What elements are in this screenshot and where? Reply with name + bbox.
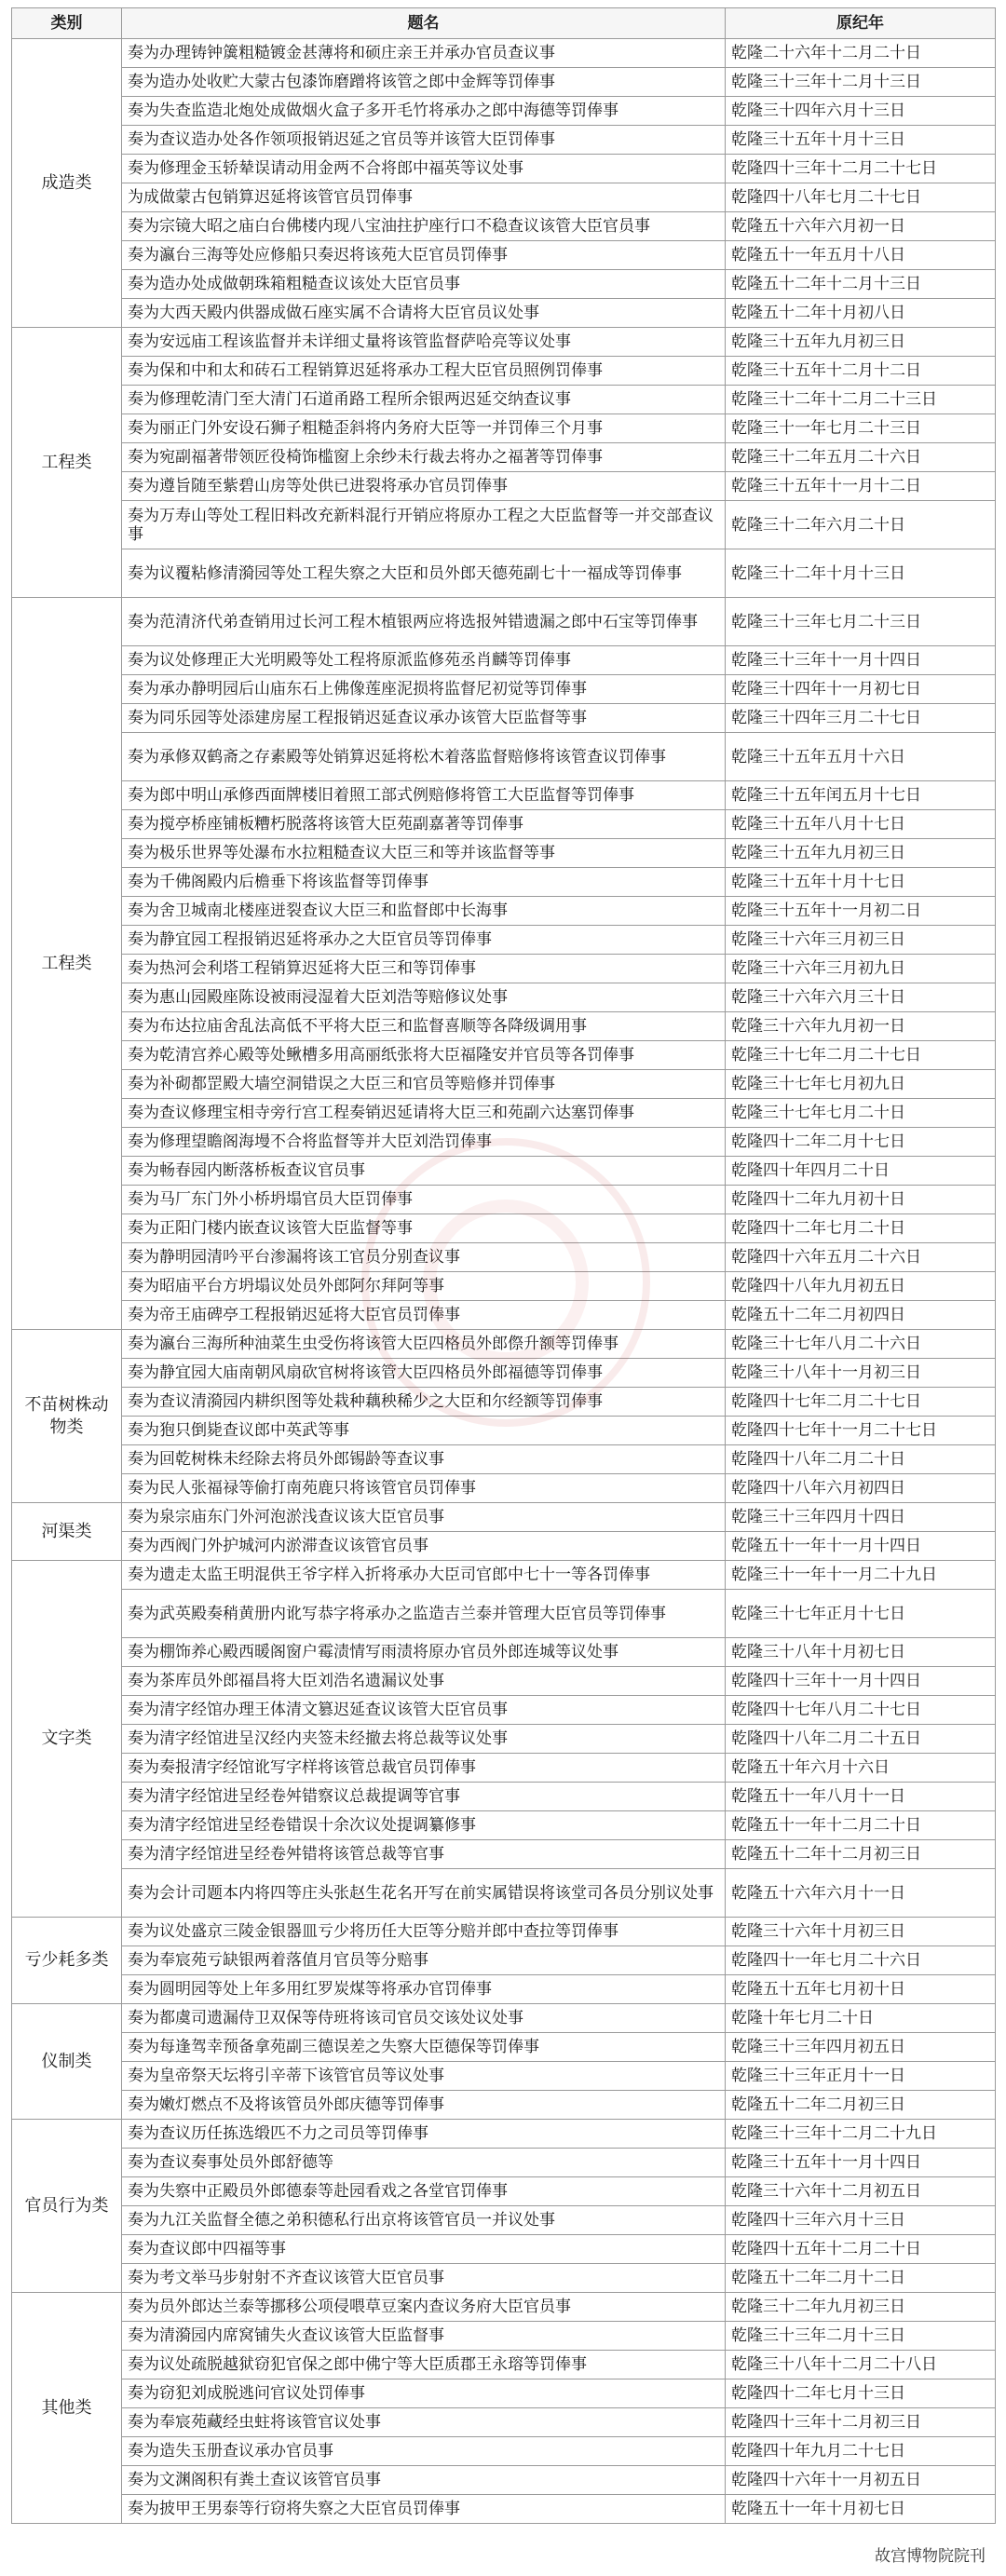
title-cell: 奏为保和中和太和砖石工程销算迟延将承办工程大臣官员照例罚俸事	[122, 357, 726, 386]
title-cell: 奏为舍卫城南北楼座迸裂查议大臣三和监督郎中长海事	[122, 897, 726, 926]
date-cell: 乾隆三十五年十一月初二日	[726, 897, 996, 926]
date-cell: 乾隆四十七年二月二十七日	[726, 1388, 996, 1417]
date-cell: 乾隆五十二年二月十二日	[726, 2264, 996, 2293]
date-cell: 乾隆五十二年二月初三日	[726, 2091, 996, 2120]
title-cell: 奏为茶库员外郎福昌将大臣刘浩名遗漏议处事	[122, 1667, 726, 1696]
date-cell: 乾隆三十六年十月初三日	[726, 1918, 996, 1946]
date-cell: 乾隆四十八年二月二十日	[726, 1445, 996, 1474]
title-cell: 奏为清字经馆进呈经卷舛错察议总裁提调等官事	[122, 1783, 726, 1811]
table-row	[12, 241, 996, 270]
title-cell: 奏为造办处成做朝珠箱粗糙查议该处大臣官员事	[122, 270, 726, 299]
title-cell: 奏为正阳门楼内嵌查议该管大臣监督等事	[122, 1214, 726, 1243]
date-cell: 乾隆三十五年八月十七日	[726, 810, 996, 839]
category-cell: 成造类	[12, 39, 122, 328]
table-row	[12, 1590, 996, 1638]
table-row	[12, 1638, 996, 1667]
table-header-row	[12, 8, 996, 39]
table-row	[12, 97, 996, 126]
date-cell: 乾隆三十三年十一月十四日	[726, 646, 996, 675]
title-cell: 奏为修理金玉轿辇误请动用金两不合将郎中福英等议处事	[122, 155, 726, 183]
header-title: 题名	[122, 8, 726, 39]
date-cell: 乾隆四十七年八月二十七日	[726, 1696, 996, 1725]
title-cell: 奏为皇帝祭天坛将引辛蒂下该管官员等议处事	[122, 2062, 726, 2091]
title-cell: 奏为披甲王男泰等行窃将失察之大臣官员罚俸事	[122, 2495, 726, 2524]
title-cell: 奏为马厂东门外小桥坍塌官员大臣罚俸事	[122, 1186, 726, 1214]
date-cell: 乾隆四十二年七月十三日	[726, 2379, 996, 2408]
date-cell: 乾隆三十四年三月二十七日	[726, 704, 996, 733]
title-cell: 奏为都虞司遗漏侍卫双保等侍班将该司官员交该处议处事	[122, 2004, 726, 2033]
title-cell: 奏为九江关监督全德之弟积德私行出京将该管官员一并议处事	[122, 2206, 726, 2235]
table-row	[12, 2062, 996, 2091]
date-cell: 乾隆五十六年六月初一日	[726, 212, 996, 241]
table-row	[12, 704, 996, 733]
table-row	[12, 1445, 996, 1474]
date-cell: 乾隆三十三年四月十四日	[726, 1503, 996, 1532]
date-cell: 乾隆五十二年十二月十三日	[726, 270, 996, 299]
title-cell: 奏为清字经馆进呈汉经内夹签未经撤去将总裁等议处事	[122, 1725, 726, 1754]
title-cell: 奏为失察中正殿员外郎德泰等赴园看戏之各堂官罚俸事	[122, 2177, 726, 2206]
table-row	[12, 1186, 996, 1214]
table-row	[12, 733, 996, 781]
title-cell: 奏为补砌都罡殿大墙空洞错误之大臣三和官员等赔修并罚俸事	[122, 1070, 726, 1099]
title-cell: 奏为布达拉庙舍乱法高低不平将大臣三和监督喜顺等各降级调用事	[122, 1012, 726, 1041]
category-cell: 河渠类	[12, 1503, 122, 1561]
date-cell: 乾隆四十六年十一月初五日	[726, 2466, 996, 2495]
date-cell: 乾隆三十三年正月十一日	[726, 2062, 996, 2091]
date-cell: 乾隆四十八年七月二十七日	[726, 183, 996, 212]
title-cell: 奏为搅亭桥座铺板糟朽脱落将该管大臣苑副嘉著等罚俸事	[122, 810, 726, 839]
title-cell: 奏为大西天殿内供器成做石座实属不合请将大臣官员议处事	[122, 299, 726, 328]
title-cell: 奏为静宜园工程报销迟延将承办之大臣官员等罚俸事	[122, 926, 726, 955]
date-cell: 乾隆四十二年九月初十日	[726, 1186, 996, 1214]
date-cell: 乾隆三十八年十月初七日	[726, 1638, 996, 1667]
table-row	[12, 1725, 996, 1754]
date-cell: 乾隆三十三年四月初五日	[726, 2033, 996, 2062]
date-cell: 乾隆十年七月二十日	[726, 2004, 996, 2033]
table-row	[12, 1561, 996, 1590]
title-cell: 奏为清字经馆进呈经卷舛错将该管总裁等官事	[122, 1840, 726, 1869]
date-cell: 乾隆四十年四月二十日	[726, 1157, 996, 1186]
table-row	[12, 1811, 996, 1840]
table-row	[12, 472, 996, 501]
title-cell: 奏为查议造办处各作领项报销迟延之官员等并该管大臣罚俸事	[122, 126, 726, 155]
title-cell: 奏为圆明园等处上年多用红罗炭煤等将承办官罚俸事	[122, 1975, 726, 2004]
title-cell: 奏为员外郎达兰泰等挪移公项侵喂草豆案内查议务府大臣官员事	[122, 2293, 726, 2322]
table-row	[12, 2033, 996, 2062]
table-row	[12, 1754, 996, 1783]
date-cell: 乾隆三十七年八月二十六日	[726, 1330, 996, 1359]
date-cell: 乾隆三十二年九月初三日	[726, 2293, 996, 2322]
date-cell: 乾隆三十三年七月二十三日	[726, 598, 996, 646]
category-cell: 其他类	[12, 2293, 122, 2524]
date-cell: 乾隆五十一年八月十一日	[726, 1783, 996, 1811]
date-cell: 乾隆五十六年六月十一日	[726, 1869, 996, 1918]
date-cell: 乾隆四十二年七月二十日	[726, 1214, 996, 1243]
date-cell: 乾隆三十三年十二月十三日	[726, 68, 996, 97]
title-cell: 奏为奉宸苑藏经虫蛀将该管官议处事	[122, 2408, 726, 2437]
date-cell: 乾隆四十六年五月二十六日	[726, 1243, 996, 1272]
table-row	[12, 2004, 996, 2033]
date-cell: 乾隆三十二年六月二十日	[726, 501, 996, 549]
table-row	[12, 1099, 996, 1128]
date-cell: 乾隆三十六年六月三十日	[726, 983, 996, 1012]
table-row	[12, 926, 996, 955]
date-cell: 乾隆五十一年十二月二十日	[726, 1811, 996, 1840]
table-row	[12, 1503, 996, 1532]
table-row	[12, 2408, 996, 2437]
title-cell: 奏为清漪园内席窝铺失火查议该管大臣监督事	[122, 2322, 726, 2351]
date-cell: 乾隆四十八年六月初四日	[726, 1474, 996, 1503]
date-cell: 乾隆三十七年七月初九日	[726, 1070, 996, 1099]
header-category: 类别	[12, 8, 122, 39]
title-cell: 奏为奉宸苑亏缺银两着落值月官员等分赔事	[122, 1946, 726, 1975]
title-cell: 奏为极乐世界等处瀑布水拉粗糙查议大臣三和等并该监督等事	[122, 839, 726, 868]
title-cell: 奏为议处修理正大光明殿等处工程将原派监修苑丞肖麟等罚俸事	[122, 646, 726, 675]
table-row	[12, 501, 996, 549]
table-row	[12, 868, 996, 897]
date-cell: 乾隆四十一年七月二十六日	[726, 1946, 996, 1975]
table-row	[12, 781, 996, 810]
table-row	[12, 1696, 996, 1725]
title-cell: 奏为议处疏脱越狱窃犯官保之郎中佛宁等大臣质郡王永瑢等罚俸事	[122, 2351, 726, 2379]
title-cell: 奏为惠山园殿座陈设被雨浸湿着大臣刘浩等赔修议处事	[122, 983, 726, 1012]
table-row	[12, 897, 996, 926]
date-cell: 乾隆五十年六月十六日	[726, 1754, 996, 1783]
records-table	[11, 7, 996, 2524]
table-row	[12, 414, 996, 443]
title-cell: 奏为丽正门外安设石狮子粗糙歪斜将内务府大臣等一并罚俸三个月事	[122, 414, 726, 443]
table-row	[12, 2466, 996, 2495]
date-cell: 乾隆五十二年二月初四日	[726, 1301, 996, 1330]
date-cell: 乾隆三十六年十二月初五日	[726, 2177, 996, 2206]
title-cell: 奏为宛副福著带领匠役椅饰槛窗上余纱未行裁去将办之福著等罚俸事	[122, 443, 726, 472]
table-row	[12, 68, 996, 97]
table-row	[12, 1330, 996, 1359]
title-cell: 奏为造失玉册查议承办官员事	[122, 2437, 726, 2466]
table-row	[12, 646, 996, 675]
title-cell: 奏为民人张福禄等偷打南苑鹿只将该管官员罚俸事	[122, 1474, 726, 1503]
title-cell: 奏为千佛阁殿内后檐垂下将该监督等罚俸事	[122, 868, 726, 897]
table-row	[12, 1243, 996, 1272]
date-cell: 乾隆三十七年七月二十日	[726, 1099, 996, 1128]
category-cell: 亏少耗多类	[12, 1918, 122, 2004]
table-row	[12, 299, 996, 328]
title-cell: 奏为西阀门外护城河内淤滞查议该管官员事	[122, 1532, 726, 1561]
table-row	[12, 1946, 996, 1975]
title-cell: 奏为承办静明园后山庙东石上佛像莲座泥损将监督尼初觉等罚俸事	[122, 675, 726, 704]
title-cell: 奏为棚饰养心殿西暖阁窗户霉渍情写雨渍将原办官员外郎连城等议处事	[122, 1638, 726, 1667]
title-cell: 奏为查议清漪园内耕织图等处栽种藕秧稀少之大臣和尔经额等罚俸事	[122, 1388, 726, 1417]
table-row	[12, 2120, 996, 2149]
title-cell: 奏为回乾树株未经除去将员外郎锡龄等查议事	[122, 1445, 726, 1474]
table-row	[12, 1041, 996, 1070]
table-row	[12, 955, 996, 983]
table-row	[12, 549, 996, 598]
date-cell: 乾隆三十五年五月十六日	[726, 733, 996, 781]
date-cell: 乾隆四十三年六月十三日	[726, 2206, 996, 2235]
date-cell: 乾隆三十五年九月初三日	[726, 839, 996, 868]
table-row	[12, 2091, 996, 2120]
title-cell: 奏为窃犯刘成脱逃问官议处罚俸事	[122, 2379, 726, 2408]
table-row	[12, 1869, 996, 1918]
date-cell: 乾隆三十一年七月二十三日	[726, 414, 996, 443]
title-cell: 奏为万寿山等处工程旧料改充新料混行开销应将原办工程之大臣监督等一并交部查议事	[122, 501, 726, 549]
date-cell: 乾隆五十一年十一月十四日	[726, 1532, 996, 1561]
title-cell: 奏为造办处收贮大蒙古包漆饰磨蹭将该管之郎中金辉等罚俸事	[122, 68, 726, 97]
date-cell: 乾隆三十七年正月十七日	[726, 1590, 996, 1638]
title-cell: 奏为狍只倒毙查议郎中英武等事	[122, 1417, 726, 1445]
date-cell: 乾隆四十五年十二月二十日	[726, 2235, 996, 2264]
title-cell: 奏为静明园清吟平台渗漏将该工官员分别查议事	[122, 1243, 726, 1272]
table-row	[12, 1214, 996, 1243]
title-cell: 奏为瀛台三海等处应修船只奏迟将该苑大臣官员罚俸事	[122, 241, 726, 270]
title-cell: 奏为热河会利塔工程销算迟延将大臣三和等罚俸事	[122, 955, 726, 983]
title-cell: 奏为办理铸钟簴粗糙镀金甚薄将和硕庄亲王并承办官员查议事	[122, 39, 726, 68]
table-row	[12, 357, 996, 386]
table-row	[12, 1532, 996, 1561]
title-cell: 奏为查议郎中四福等事	[122, 2235, 726, 2264]
table-row	[12, 183, 996, 212]
table-body	[12, 39, 996, 2524]
table-row	[12, 675, 996, 704]
title-cell: 奏为议处盛京三陵金银器皿亏少将历任大臣等分赔并郎中查拉等罚俸事	[122, 1918, 726, 1946]
table-row	[12, 1157, 996, 1186]
title-cell: 奏为查议奏事处员外郎舒德等	[122, 2149, 726, 2177]
table-row	[12, 270, 996, 299]
title-cell: 奏为清字经馆进呈经卷错误十余次议处提调纂修事	[122, 1811, 726, 1840]
date-cell: 乾隆二十六年十二月二十日	[726, 39, 996, 68]
date-cell: 乾隆五十五年七月初十日	[726, 1975, 996, 2004]
category-cell: 工程类	[12, 328, 122, 598]
date-cell: 乾隆三十五年十一月十二日	[726, 472, 996, 501]
table-row	[12, 39, 996, 68]
date-cell: 乾隆四十二年二月十七日	[726, 1128, 996, 1157]
title-cell: 奏为瀛台三海所种油菜生虫受伤将该管大臣四格员外郎傺升额等罚俸事	[122, 1330, 726, 1359]
table-row	[12, 1975, 996, 2004]
date-cell: 乾隆三十二年五月二十六日	[726, 443, 996, 472]
title-cell: 奏为会计司题本内将四等庄头张赵生花名开写在前实属错误将该堂司各员分别议处事	[122, 1869, 726, 1918]
title-cell: 奏为修理望瞻阁海墁不合将监督等并大臣刘浩罚俸事	[122, 1128, 726, 1157]
table-row	[12, 126, 996, 155]
table-row	[12, 2293, 996, 2322]
date-cell: 乾隆三十六年三月初九日	[726, 955, 996, 983]
category-cell: 官员行为类	[12, 2120, 122, 2293]
title-cell: 奏为清字经馆办理王体清文篡迟延查议该管大臣官员事	[122, 1696, 726, 1725]
title-cell: 奏为郎中明山承修西面牌楼旧着照工部式例赔修将管工大臣监督等罚俸事	[122, 781, 726, 810]
title-cell: 奏为嫩灯燃点不及将该管员外郎庆德等罚俸事	[122, 2091, 726, 2120]
title-cell: 奏为泉宗庙东门外河泡淤浅查议该大臣官员事	[122, 1503, 726, 1532]
title-cell: 奏为同乐园等处添建房屋工程报销迟延查议承办该管大臣监督等事	[122, 704, 726, 733]
table-row	[12, 1840, 996, 1869]
title-cell: 奏为奏报清字经馆讹写字样将该管总裁官员罚俸事	[122, 1754, 726, 1783]
table-row	[12, 1417, 996, 1445]
date-cell: 乾隆三十四年十一月初七日	[726, 675, 996, 704]
date-cell: 乾隆三十三年十二月二十九日	[726, 2120, 996, 2149]
table-row	[12, 1783, 996, 1811]
table-row	[12, 443, 996, 472]
category-cell: 不苗树株动物类	[12, 1330, 122, 1503]
table-row	[12, 598, 996, 646]
title-cell: 奏为遵旨随至紫碧山房等处供已进裂将承办官员罚俸事	[122, 472, 726, 501]
source-credit: 故宫博物院院刊	[871, 2542, 989, 2567]
date-cell: 乾隆五十一年五月十八日	[726, 241, 996, 270]
title-cell: 为成做蒙古包销算迟延将该管官员罚俸事	[122, 183, 726, 212]
title-cell: 奏为查议修理宝相寺旁行宫工程奏销迟延请将大臣三和苑副六达塞罚俸事	[122, 1099, 726, 1128]
title-cell: 奏为安远庙工程该监督并未详细丈量将该管监督萨哈亮等议处事	[122, 328, 726, 357]
date-cell: 乾隆四十八年二月二十五日	[726, 1725, 996, 1754]
table-row	[12, 1359, 996, 1388]
category-cell: 仪制类	[12, 2004, 122, 2120]
table-row	[12, 810, 996, 839]
table-row	[12, 1301, 996, 1330]
table-row	[12, 155, 996, 183]
table-row	[12, 2206, 996, 2235]
table-row	[12, 839, 996, 868]
table-row	[12, 2351, 996, 2379]
date-cell: 乾隆三十五年十月十七日	[726, 868, 996, 897]
date-cell: 乾隆四十三年十二月初三日	[726, 2408, 996, 2437]
date-cell: 乾隆五十二年十月初八日	[726, 299, 996, 328]
title-cell: 奏为文渊阁积有粪土查议该管官员事	[122, 2466, 726, 2495]
date-cell: 乾隆三十六年九月初一日	[726, 1012, 996, 1041]
title-cell: 奏为议覆粘修清漪园等处工程失察之大臣和员外郎天德苑副七十一福成等罚俸事	[122, 549, 726, 598]
date-cell: 乾隆四十三年十二月二十七日	[726, 155, 996, 183]
title-cell: 奏为考文举马步射射不齐查议该管大臣官员事	[122, 2264, 726, 2293]
table-row	[12, 1474, 996, 1503]
title-cell: 奏为宗镜大昭之庙白台佛楼内现八宝油拄护座行口不稳查议该管大臣官员事	[122, 212, 726, 241]
table-row	[12, 2322, 996, 2351]
table-row	[12, 2379, 996, 2408]
table-row	[12, 983, 996, 1012]
date-cell: 乾隆三十五年十二月十二日	[726, 357, 996, 386]
table-row	[12, 1272, 996, 1301]
title-cell: 奏为范清济代弟查销用过长河工程木植银两应将选报舛错遗漏之郎中石宝等罚俸事	[122, 598, 726, 646]
date-cell: 乾隆四十七年十一月二十七日	[726, 1417, 996, 1445]
date-cell: 乾隆三十二年十月十三日	[726, 549, 996, 598]
title-cell: 奏为修理乾清门至大清门石道甬路工程所余银两迟延交纳查议事	[122, 386, 726, 414]
table-row	[12, 1128, 996, 1157]
date-cell: 乾隆三十五年闰五月十七日	[726, 781, 996, 810]
date-cell: 乾隆五十一年十月初七日	[726, 2495, 996, 2524]
table-row	[12, 2264, 996, 2293]
title-cell: 奏为查议历任拣选缎匹不力之司员等罚俸事	[122, 2120, 726, 2149]
date-cell: 乾隆三十五年十一月十四日	[726, 2149, 996, 2177]
date-cell: 乾隆四十年九月二十七日	[726, 2437, 996, 2466]
date-cell: 乾隆三十五年九月初三日	[726, 328, 996, 357]
date-cell: 乾隆四十三年十一月十四日	[726, 1667, 996, 1696]
title-cell: 奏为承修双鹤斋之存素殿等处销算迟延将松木着落监督赔修将该管查议罚俸事	[122, 733, 726, 781]
title-cell: 奏为昭庙平台方坍塌议处员外郎阿尔拜阿等事	[122, 1272, 726, 1301]
table-row	[12, 1012, 996, 1041]
table-row	[12, 1070, 996, 1099]
title-cell: 奏为失查监造北炮处成做烟火盒子多开毛竹将承办之郎中海德等罚俸事	[122, 97, 726, 126]
date-cell: 乾隆三十一年十一月二十九日	[726, 1561, 996, 1590]
title-cell: 奏为畅春园内断落桥板查议官员事	[122, 1157, 726, 1186]
title-cell: 奏为遗走太监王明混供王爷字样入折将承办大臣司官郎中七十一等各罚俸事	[122, 1561, 726, 1590]
table-row	[12, 386, 996, 414]
table-row	[12, 328, 996, 357]
category-cell: 工程类	[12, 598, 122, 1330]
title-cell: 奏为静宜园大庙南朝风扇砍官树将该管大臣四格员外郎福德等罚俸事	[122, 1359, 726, 1388]
table-row	[12, 2177, 996, 2206]
date-cell: 乾隆五十二年十二月初三日	[726, 1840, 996, 1869]
category-cell: 文字类	[12, 1561, 122, 1918]
table-row	[12, 2495, 996, 2524]
table-row	[12, 2149, 996, 2177]
title-cell: 奏为乾清宫养心殿等处鳅槽多用高丽纸张将大臣福隆安并官员等各罚俸事	[122, 1041, 726, 1070]
date-cell: 乾隆四十八年九月初五日	[726, 1272, 996, 1301]
date-cell: 乾隆三十二年十二月二十三日	[726, 386, 996, 414]
date-cell: 乾隆三十八年十一月初三日	[726, 1359, 996, 1388]
date-cell: 乾隆三十四年六月十三日	[726, 97, 996, 126]
header-date: 原纪年	[726, 8, 996, 39]
date-cell: 乾隆三十五年十月十三日	[726, 126, 996, 155]
table-row	[12, 2235, 996, 2264]
table-row	[12, 212, 996, 241]
title-cell: 奏为每逢驾幸预备拿苑副三德误差之失察大臣德保等罚俸事	[122, 2033, 726, 2062]
table-row	[12, 1388, 996, 1417]
title-cell: 奏为帝王庙碑亭工程报销迟延将大臣官员罚俸事	[122, 1301, 726, 1330]
date-cell: 乾隆三十三年二月十三日	[726, 2322, 996, 2351]
table-row	[12, 1918, 996, 1946]
date-cell: 乾隆三十六年三月初三日	[726, 926, 996, 955]
date-cell: 乾隆三十七年二月二十七日	[726, 1041, 996, 1070]
table-row	[12, 1667, 996, 1696]
table-row	[12, 2437, 996, 2466]
title-cell: 奏为武英殿奏稍黄册内讹写恭字将承办之监造吉兰泰并管理大臣官员等罚俸事	[122, 1590, 726, 1638]
date-cell: 乾隆三十八年十二月二十八日	[726, 2351, 996, 2379]
